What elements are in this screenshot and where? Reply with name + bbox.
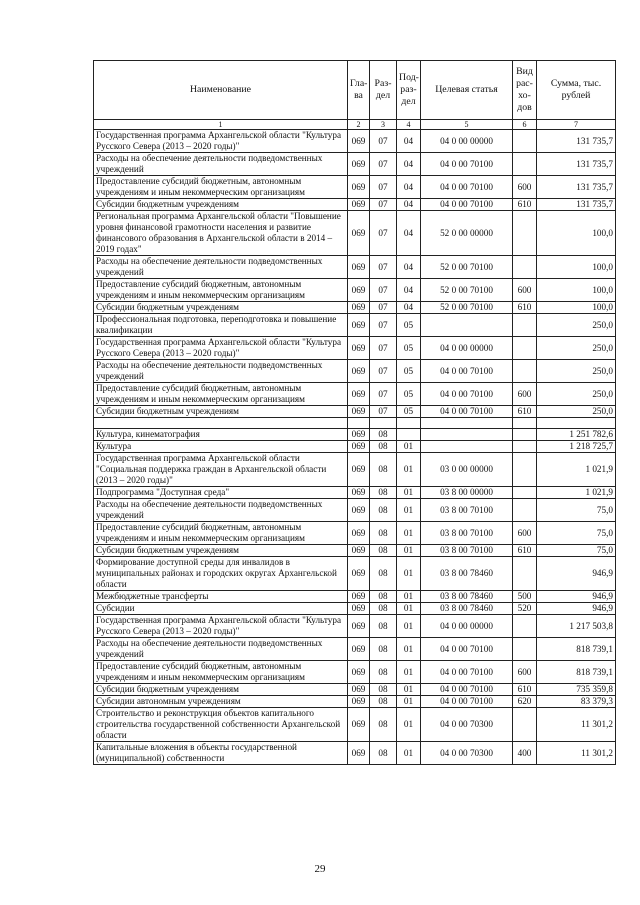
cell-vid	[513, 615, 537, 638]
cell-razdel: 08	[370, 429, 397, 441]
table-row	[94, 130, 616, 153]
cell-glava: 069	[348, 499, 370, 522]
cell-name: Строительство и реконструкция объектов капитального строительства государственной собственности Архангельской области	[94, 708, 348, 742]
cell-name: Субсидии бюджетным учреждениям	[94, 199, 348, 211]
cell-name: Субсидии бюджетным учреждениям	[94, 545, 348, 557]
cell-glava	[348, 418, 370, 429]
cell-razdel: 07	[370, 256, 397, 279]
cell-vid: 620	[513, 696, 537, 708]
cell-celevaya: 03 8 00 70100	[421, 499, 513, 522]
table-row	[94, 684, 616, 696]
cell-name: Субсидии	[94, 603, 348, 615]
cell-summa: 100,0	[537, 302, 616, 314]
cell-summa: 250,0	[537, 383, 616, 406]
cell-summa: 735 359,8	[537, 684, 616, 696]
table-row	[94, 211, 616, 256]
cell-podrazdel: 01	[397, 742, 421, 765]
cell-razdel: 07	[370, 130, 397, 153]
cell-podrazdel: 01	[397, 499, 421, 522]
cell-vid	[513, 130, 537, 153]
cell-name: Субсидии бюджетным учреждениям	[94, 302, 348, 314]
cell-podrazdel: 04	[397, 130, 421, 153]
cell-glava: 069	[348, 279, 370, 302]
cell-celevaya	[421, 314, 513, 337]
cell-summa: 131 735,7	[537, 130, 616, 153]
cell-vid: 400	[513, 742, 537, 765]
cell-summa: 250,0	[537, 406, 616, 418]
page-number: 29	[314, 863, 326, 875]
cell-summa: 100,0	[537, 279, 616, 302]
cell-podrazdel: 01	[397, 684, 421, 696]
column-number: 2	[348, 120, 370, 130]
table-row	[94, 487, 616, 499]
cell-podrazdel: 01	[397, 708, 421, 742]
cell-podrazdel: 01	[397, 453, 421, 487]
header-celevaya: Целевая статья	[421, 61, 513, 120]
cell-name: Государственная программа Архангельской области "Культура Русского Севера (2013 – 2020 годы)"	[94, 615, 348, 638]
cell-glava: 069	[348, 337, 370, 360]
cell-vid	[513, 314, 537, 337]
cell-name: Субсидии бюджетным учреждениям	[94, 406, 348, 418]
column-number: 5	[421, 120, 513, 130]
cell-razdel	[370, 418, 397, 429]
cell-razdel: 07	[370, 360, 397, 383]
cell-podrazdel: 01	[397, 591, 421, 603]
cell-glava: 069	[348, 453, 370, 487]
cell-summa: 1 218 725,7	[537, 441, 616, 453]
cell-celevaya: 04 0 00 70100	[421, 383, 513, 406]
cell-podrazdel: 01	[397, 545, 421, 557]
cell-glava: 069	[348, 153, 370, 176]
cell-name: Профессиональная подготовка, переподготовка и повышение квалификации	[94, 314, 348, 337]
cell-name: Региональная программа Архангельской области "Повышение уровня финансовой грамотности населения и развитие финансового образования в Архангельской области в 2014 – 2019 годах"	[94, 211, 348, 256]
cell-razdel: 08	[370, 487, 397, 499]
cell-vid: 610	[513, 199, 537, 211]
cell-summa: 75,0	[537, 499, 616, 522]
cell-vid: 600	[513, 661, 537, 684]
cell-name: Предоставление субсидий бюджетным, автономным учреждениям и иным некоммерческим организациям	[94, 383, 348, 406]
cell-summa: 818 739,1	[537, 661, 616, 684]
header-summa: Сумма, тыс. рублей	[537, 61, 616, 120]
cell-glava: 069	[348, 742, 370, 765]
cell-vid	[513, 337, 537, 360]
cell-razdel: 08	[370, 591, 397, 603]
cell-name: Предоставление субсидий бюджетным, автономным учреждениям и иным некоммерческим организациям	[94, 661, 348, 684]
cell-razdel: 08	[370, 742, 397, 765]
cell-razdel: 08	[370, 615, 397, 638]
table-row	[94, 199, 616, 211]
cell-celevaya	[421, 429, 513, 441]
cell-celevaya: 04 0 00 70100	[421, 661, 513, 684]
cell-razdel: 07	[370, 279, 397, 302]
cell-name: Формирование доступной среды для инвалидов в муниципальных районах и городских округах Архангельской области	[94, 557, 348, 591]
cell-celevaya: 04 0 00 70300	[421, 708, 513, 742]
cell-name: Государственная программа Архангельской области "Культура Русского Севера (2013 – 2020 годы)"	[94, 337, 348, 360]
cell-glava: 069	[348, 522, 370, 545]
cell-celevaya: 03 8 00 00000	[421, 487, 513, 499]
cell-razdel: 08	[370, 522, 397, 545]
cell-razdel: 08	[370, 557, 397, 591]
cell-summa: 11 301,2	[537, 742, 616, 765]
table-row	[94, 499, 616, 522]
cell-vid: 610	[513, 302, 537, 314]
cell-name: Расходы на обеспечение деятельности подведомственных учреждений	[94, 360, 348, 383]
table-row	[94, 406, 616, 418]
cell-glava: 069	[348, 314, 370, 337]
cell-glava: 069	[348, 661, 370, 684]
cell-podrazdel: 01	[397, 615, 421, 638]
cell-name: Предоставление субсидий бюджетным, автономным учреждениям и иным некоммерческим организациям	[94, 522, 348, 545]
cell-summa: 131 735,7	[537, 199, 616, 211]
cell-razdel: 08	[370, 453, 397, 487]
cell-glava: 069	[348, 302, 370, 314]
cell-celevaya: 03 8 00 78460	[421, 591, 513, 603]
cell-vid	[513, 429, 537, 441]
cell-summa: 11 301,2	[537, 708, 616, 742]
cell-glava: 069	[348, 487, 370, 499]
header-podrazdel: Под-раз-дел	[397, 61, 421, 120]
cell-celevaya: 04 0 00 70100	[421, 360, 513, 383]
cell-summa: 100,0	[537, 256, 616, 279]
table-row	[94, 256, 616, 279]
cell-summa: 100,0	[537, 211, 616, 256]
column-number: 3	[370, 120, 397, 130]
cell-name: Расходы на обеспечение деятельности подведомственных учреждений	[94, 499, 348, 522]
cell-name	[94, 418, 348, 429]
cell-glava: 069	[348, 176, 370, 199]
cell-vid	[513, 499, 537, 522]
cell-razdel: 08	[370, 441, 397, 453]
table-header	[94, 61, 616, 130]
table-row	[94, 429, 616, 441]
cell-glava: 069	[348, 638, 370, 661]
table-row	[94, 742, 616, 765]
cell-vid	[513, 360, 537, 383]
cell-glava: 069	[348, 406, 370, 418]
cell-podrazdel: 04	[397, 256, 421, 279]
table-row	[94, 441, 616, 453]
cell-celevaya: 03 8 00 78460	[421, 557, 513, 591]
cell-vid	[513, 638, 537, 661]
cell-razdel: 07	[370, 406, 397, 418]
cell-podrazdel: 05	[397, 406, 421, 418]
cell-celevaya: 04 0 00 70100	[421, 684, 513, 696]
table-row	[94, 153, 616, 176]
cell-glava: 069	[348, 591, 370, 603]
cell-vid	[513, 153, 537, 176]
cell-celevaya	[421, 441, 513, 453]
cell-razdel: 08	[370, 696, 397, 708]
cell-summa	[537, 418, 616, 429]
cell-celevaya: 04 0 00 70100	[421, 199, 513, 211]
cell-razdel: 07	[370, 176, 397, 199]
cell-glava: 069	[348, 256, 370, 279]
cell-name: Межбюджетные трансферты	[94, 591, 348, 603]
table-row	[94, 418, 616, 429]
cell-podrazdel: 01	[397, 603, 421, 615]
cell-name: Расходы на обеспечение деятельности подведомственных учреждений	[94, 638, 348, 661]
cell-celevaya: 04 0 00 70100	[421, 696, 513, 708]
cell-celevaya: 52 0 00 70100	[421, 279, 513, 302]
cell-razdel: 08	[370, 545, 397, 557]
cell-glava: 069	[348, 708, 370, 742]
cell-name: Подпрограмма "Доступная среда"	[94, 487, 348, 499]
cell-podrazdel: 05	[397, 383, 421, 406]
cell-name: Культура	[94, 441, 348, 453]
cell-summa: 1 021,9	[537, 453, 616, 487]
cell-podrazdel: 05	[397, 360, 421, 383]
cell-summa: 250,0	[537, 337, 616, 360]
cell-vid: 500	[513, 591, 537, 603]
cell-summa: 75,0	[537, 545, 616, 557]
cell-vid	[513, 557, 537, 591]
cell-podrazdel: 01	[397, 522, 421, 545]
cell-podrazdel: 01	[397, 487, 421, 499]
cell-summa: 818 739,1	[537, 638, 616, 661]
cell-summa: 1 251 782,6	[537, 429, 616, 441]
cell-glava: 069	[348, 130, 370, 153]
cell-glava: 069	[348, 211, 370, 256]
cell-podrazdel: 01	[397, 441, 421, 453]
table-row	[94, 591, 616, 603]
cell-podrazdel: 04	[397, 279, 421, 302]
cell-razdel: 07	[370, 199, 397, 211]
cell-razdel: 08	[370, 684, 397, 696]
budget-table	[93, 60, 616, 765]
column-number: 7	[537, 120, 616, 130]
cell-razdel: 08	[370, 499, 397, 522]
cell-glava: 069	[348, 360, 370, 383]
cell-summa: 131 735,7	[537, 176, 616, 199]
cell-vid: 600	[513, 383, 537, 406]
cell-glava: 069	[348, 441, 370, 453]
table-row	[94, 453, 616, 487]
table-row	[94, 337, 616, 360]
column-number: 4	[397, 120, 421, 130]
cell-vid: 610	[513, 545, 537, 557]
cell-glava: 069	[348, 199, 370, 211]
cell-name: Расходы на обеспечение деятельности подведомственных учреждений	[94, 153, 348, 176]
header-vid: Вид рас-хо-дов	[513, 61, 537, 120]
cell-vid	[513, 211, 537, 256]
cell-celevaya: 52 0 00 70100	[421, 302, 513, 314]
cell-podrazdel: 04	[397, 153, 421, 176]
table-row	[94, 708, 616, 742]
cell-podrazdel: 05	[397, 337, 421, 360]
cell-name: Государственная программа Архангельской области "Культура Русского Севера (2013 – 2020 годы)"	[94, 130, 348, 153]
cell-summa: 75,0	[537, 522, 616, 545]
table-row	[94, 360, 616, 383]
cell-glava: 069	[348, 696, 370, 708]
cell-podrazdel: 01	[397, 557, 421, 591]
cell-glava: 069	[348, 684, 370, 696]
cell-razdel: 07	[370, 302, 397, 314]
cell-celevaya: 04 0 00 00000	[421, 337, 513, 360]
cell-summa: 131 735,7	[537, 153, 616, 176]
cell-podrazdel: 01	[397, 661, 421, 684]
cell-razdel: 07	[370, 383, 397, 406]
column-number: 6	[513, 120, 537, 130]
cell-celevaya: 03 8 00 70100	[421, 522, 513, 545]
table-row	[94, 383, 616, 406]
cell-celevaya: 52 0 00 70100	[421, 256, 513, 279]
cell-podrazdel: 05	[397, 314, 421, 337]
cell-podrazdel: 01	[397, 638, 421, 661]
cell-name: Предоставление субсидий бюджетным, автономным учреждениям и иным некоммерческим организациям	[94, 279, 348, 302]
cell-summa: 946,9	[537, 603, 616, 615]
cell-name: Капитальные вложения в объекты государственной (муниципальной) собственности	[94, 742, 348, 765]
cell-podrazdel: 04	[397, 302, 421, 314]
cell-glava: 069	[348, 615, 370, 638]
cell-glava: 069	[348, 429, 370, 441]
table-row	[94, 314, 616, 337]
cell-podrazdel: 01	[397, 696, 421, 708]
cell-celevaya: 03 0 00 00000	[421, 453, 513, 487]
cell-razdel: 08	[370, 603, 397, 615]
cell-name: Расходы на обеспечение деятельности подведомственных учреждений	[94, 256, 348, 279]
cell-glava: 069	[348, 557, 370, 591]
cell-name: Культура, кинематография	[94, 429, 348, 441]
header-razdel: Раз-дел	[370, 61, 397, 120]
table-row	[94, 696, 616, 708]
cell-vid: 610	[513, 684, 537, 696]
cell-vid	[513, 256, 537, 279]
table-body	[94, 130, 616, 765]
cell-summa: 946,9	[537, 591, 616, 603]
cell-celevaya: 03 8 00 78460	[421, 603, 513, 615]
cell-celevaya: 04 0 00 70100	[421, 153, 513, 176]
table-row	[94, 522, 616, 545]
cell-glava: 069	[348, 383, 370, 406]
cell-vid	[513, 708, 537, 742]
cell-podrazdel: 04	[397, 176, 421, 199]
cell-podrazdel: 04	[397, 199, 421, 211]
table-row	[94, 176, 616, 199]
cell-vid	[513, 441, 537, 453]
cell-summa: 250,0	[537, 360, 616, 383]
table-row	[94, 615, 616, 638]
cell-vid	[513, 453, 537, 487]
cell-celevaya: 04 0 00 70300	[421, 742, 513, 765]
table-row	[94, 638, 616, 661]
table-row	[94, 279, 616, 302]
cell-celevaya: 04 0 00 70100	[421, 406, 513, 418]
cell-razdel: 07	[370, 314, 397, 337]
cell-razdel: 07	[370, 337, 397, 360]
table-row	[94, 545, 616, 557]
cell-celevaya: 04 0 00 70100	[421, 176, 513, 199]
cell-razdel: 08	[370, 708, 397, 742]
cell-summa: 83 379,3	[537, 696, 616, 708]
cell-podrazdel	[397, 429, 421, 441]
cell-razdel: 07	[370, 211, 397, 256]
cell-vid: 600	[513, 176, 537, 199]
table-row	[94, 661, 616, 684]
cell-vid: 520	[513, 603, 537, 615]
cell-razdel: 08	[370, 638, 397, 661]
cell-summa: 1 021,9	[537, 487, 616, 499]
cell-celevaya: 52 0 00 00000	[421, 211, 513, 256]
table-row	[94, 302, 616, 314]
cell-summa: 250,0	[537, 314, 616, 337]
cell-celevaya: 03 8 00 70100	[421, 545, 513, 557]
table-row	[94, 603, 616, 615]
cell-razdel: 07	[370, 153, 397, 176]
cell-podrazdel	[397, 418, 421, 429]
cell-summa: 1 217 503,8	[537, 615, 616, 638]
column-number: 1	[94, 120, 348, 130]
cell-celevaya	[421, 418, 513, 429]
cell-celevaya: 04 0 00 00000	[421, 615, 513, 638]
cell-vid: 600	[513, 279, 537, 302]
cell-name: Государственная программа Архангельской области "Социальная поддержка граждан в Архангельской области (2013 – 2020 годы)"	[94, 453, 348, 487]
cell-vid: 600	[513, 522, 537, 545]
header-name: Наименование	[94, 61, 348, 120]
cell-name: Предоставление субсидий бюджетным, автономным учреждениям и иным некоммерческим организациям	[94, 176, 348, 199]
header-glava: Гла-ва	[348, 61, 370, 120]
cell-glava: 069	[348, 545, 370, 557]
cell-glava: 069	[348, 603, 370, 615]
cell-summa: 946,9	[537, 557, 616, 591]
cell-vid	[513, 418, 537, 429]
cell-podrazdel: 04	[397, 211, 421, 256]
cell-vid: 610	[513, 406, 537, 418]
table-row	[94, 557, 616, 591]
cell-name: Субсидии бюджетным учреждениям	[94, 684, 348, 696]
cell-vid	[513, 487, 537, 499]
cell-razdel: 08	[370, 661, 397, 684]
cell-celevaya: 04 0 00 70100	[421, 638, 513, 661]
cell-name: Субсидии автономным учреждениям	[94, 696, 348, 708]
cell-celevaya: 04 0 00 00000	[421, 130, 513, 153]
